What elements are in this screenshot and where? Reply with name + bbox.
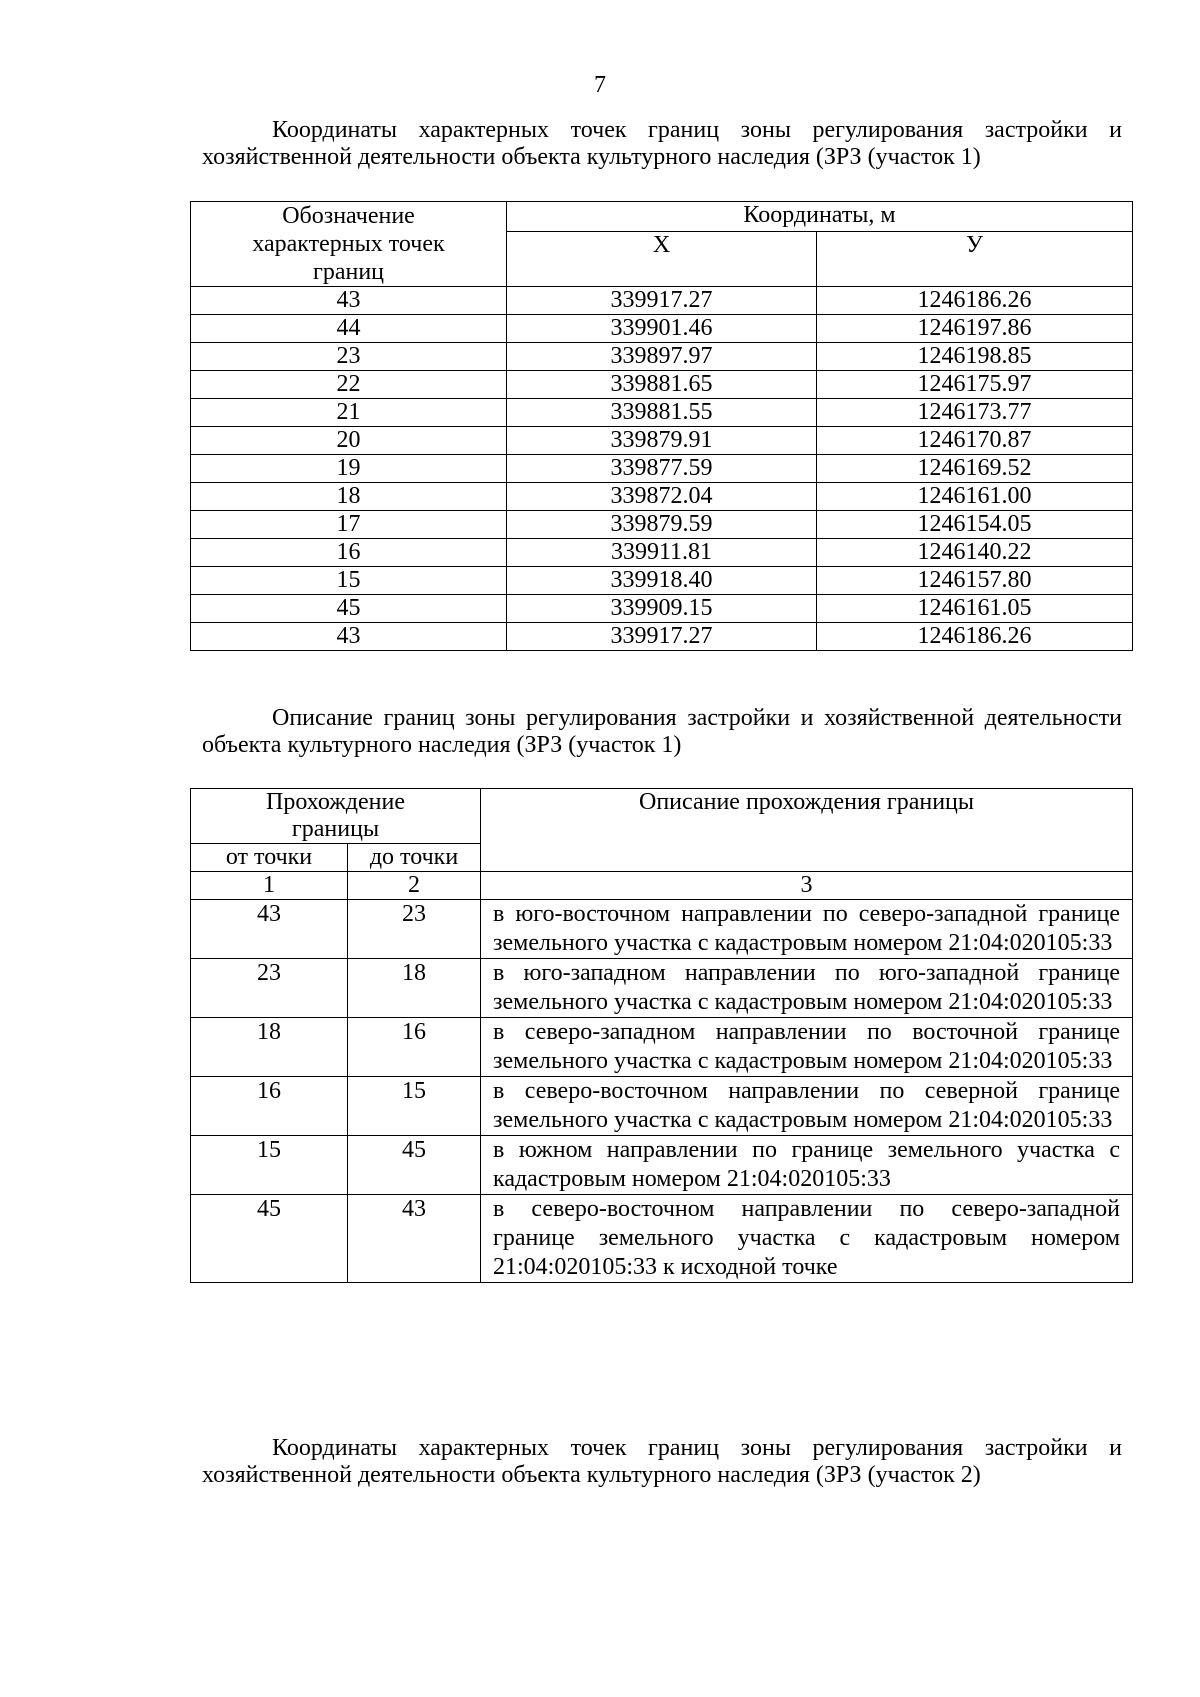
table-row xyxy=(191,287,1133,315)
table-row xyxy=(191,1136,1133,1195)
x-cell: 339909.15 xyxy=(507,595,817,623)
boundary-description-table xyxy=(190,788,1133,1283)
y-cell: 1246154.05 xyxy=(817,511,1133,539)
point-cell: 16 xyxy=(191,539,507,567)
point-cell: 23 xyxy=(191,343,507,371)
description-cell: в юго-западном направлении по юго-западной границе земельного участка с кадастровым номером 21:04:020105:33 xyxy=(481,959,1133,1018)
col-num-3: 3 xyxy=(481,872,1133,900)
point-cell: 19 xyxy=(191,455,507,483)
y-cell: 1246140.22 xyxy=(817,539,1133,567)
table-row xyxy=(191,623,1133,651)
to-point-cell: 43 xyxy=(348,1195,481,1283)
section3-heading: Координаты характерных точек границ зоны регулирования застройки и хозяйственной деятельности объекта культурного наследия (ЗРЗ (участок 2) xyxy=(202,1435,1122,1488)
table-row xyxy=(191,595,1133,623)
y-cell: 1246186.26 xyxy=(817,623,1133,651)
from-point-cell: 23 xyxy=(191,959,348,1018)
col-x-header: X xyxy=(507,232,817,287)
y-cell: 1246169.52 xyxy=(817,455,1133,483)
coordinates-table-1 xyxy=(190,201,1133,651)
point-cell: 18 xyxy=(191,483,507,511)
table-row xyxy=(191,1077,1133,1136)
y-cell: 1246173.77 xyxy=(817,399,1133,427)
col-point-header: Обозначение характерных точек границ xyxy=(191,202,507,287)
from-point-cell: 15 xyxy=(191,1136,348,1195)
col-to-header: до точки xyxy=(348,844,481,872)
y-cell: 1246161.00 xyxy=(817,483,1133,511)
to-point-cell: 45 xyxy=(348,1136,481,1195)
y-cell: 1246161.05 xyxy=(817,595,1133,623)
description-cell: в юго-восточном направлении по северо-западной границе земельного участка с кадастровым номером 21:04:020105:33 xyxy=(481,900,1133,959)
to-point-cell: 18 xyxy=(348,959,481,1018)
page-number: 7 xyxy=(594,72,606,98)
col-num-1: 1 xyxy=(191,872,348,900)
x-cell: 339877.59 xyxy=(507,455,817,483)
point-cell: 21 xyxy=(191,399,507,427)
section2-heading: Описание границ зоны регулирования застройки и хозяйственной деятельности объекта культурного наследия (ЗРЗ (участок 1) xyxy=(202,705,1122,758)
description-cell: в северо-восточном направлении по северо-западной границе земельного участка с кадастровым номером 21:04:020105:33 к исходной точке xyxy=(481,1195,1133,1283)
x-cell: 339901.46 xyxy=(507,315,817,343)
x-cell: 339879.91 xyxy=(507,427,817,455)
description-cell: в северо-западном направлении по восточной границе земельного участка с кадастровым номером 21:04:020105:33 xyxy=(481,1018,1133,1077)
point-cell: 43 xyxy=(191,623,507,651)
point-cell: 22 xyxy=(191,371,507,399)
table-row xyxy=(191,1018,1133,1077)
x-cell: 339881.55 xyxy=(507,399,817,427)
x-cell: 339879.59 xyxy=(507,511,817,539)
col-coords-header: Координаты, м xyxy=(507,202,1133,232)
table-row xyxy=(191,900,1133,959)
x-cell: 339911.81 xyxy=(507,539,817,567)
point-cell: 44 xyxy=(191,315,507,343)
from-point-cell: 16 xyxy=(191,1077,348,1136)
table-row xyxy=(191,567,1133,595)
section1-heading: Координаты характерных точек границ зоны регулирования застройки и хозяйственной деятельности объекта культурного наследия (ЗРЗ (участок 1) xyxy=(202,117,1122,170)
x-cell: 339917.27 xyxy=(507,287,817,315)
x-cell: 339897.97 xyxy=(507,343,817,371)
to-point-cell: 23 xyxy=(348,900,481,959)
to-point-cell: 15 xyxy=(348,1077,481,1136)
from-point-cell: 18 xyxy=(191,1018,348,1077)
point-cell: 17 xyxy=(191,511,507,539)
table-row xyxy=(191,399,1133,427)
x-cell: 339918.40 xyxy=(507,567,817,595)
col-y-header: У xyxy=(817,232,1133,287)
y-cell: 1246198.85 xyxy=(817,343,1133,371)
col-from-header: от точки xyxy=(191,844,348,872)
point-cell: 43 xyxy=(191,287,507,315)
table-row xyxy=(191,483,1133,511)
table-row xyxy=(191,511,1133,539)
table-row xyxy=(191,371,1133,399)
table-row xyxy=(191,343,1133,371)
point-cell: 15 xyxy=(191,567,507,595)
y-cell: 1246197.86 xyxy=(817,315,1133,343)
col-desc-header: Описание прохождения границы xyxy=(481,789,1133,872)
description-cell: в северо-восточном направлении по северной границе земельного участка с кадастровым номером 21:04:020105:33 xyxy=(481,1077,1133,1136)
col-num-2: 2 xyxy=(348,872,481,900)
point-cell: 45 xyxy=(191,595,507,623)
col-passage-header: Прохождение границы xyxy=(191,789,481,844)
table-row xyxy=(191,959,1133,1018)
description-cell: в южном направлении по границе земельного участка с кадастровым номером 21:04:020105:33 xyxy=(481,1136,1133,1195)
to-point-cell: 16 xyxy=(348,1018,481,1077)
table-row xyxy=(191,315,1133,343)
x-cell: 339872.04 xyxy=(507,483,817,511)
y-cell: 1246170.87 xyxy=(817,427,1133,455)
point-cell: 20 xyxy=(191,427,507,455)
y-cell: 1246175.97 xyxy=(817,371,1133,399)
table-row xyxy=(191,1195,1133,1283)
table-row xyxy=(191,455,1133,483)
y-cell: 1246157.80 xyxy=(817,567,1133,595)
table-row xyxy=(191,427,1133,455)
from-point-cell: 45 xyxy=(191,1195,348,1283)
x-cell: 339917.27 xyxy=(507,623,817,651)
x-cell: 339881.65 xyxy=(507,371,817,399)
table-row xyxy=(191,539,1133,567)
y-cell: 1246186.26 xyxy=(817,287,1133,315)
from-point-cell: 43 xyxy=(191,900,348,959)
